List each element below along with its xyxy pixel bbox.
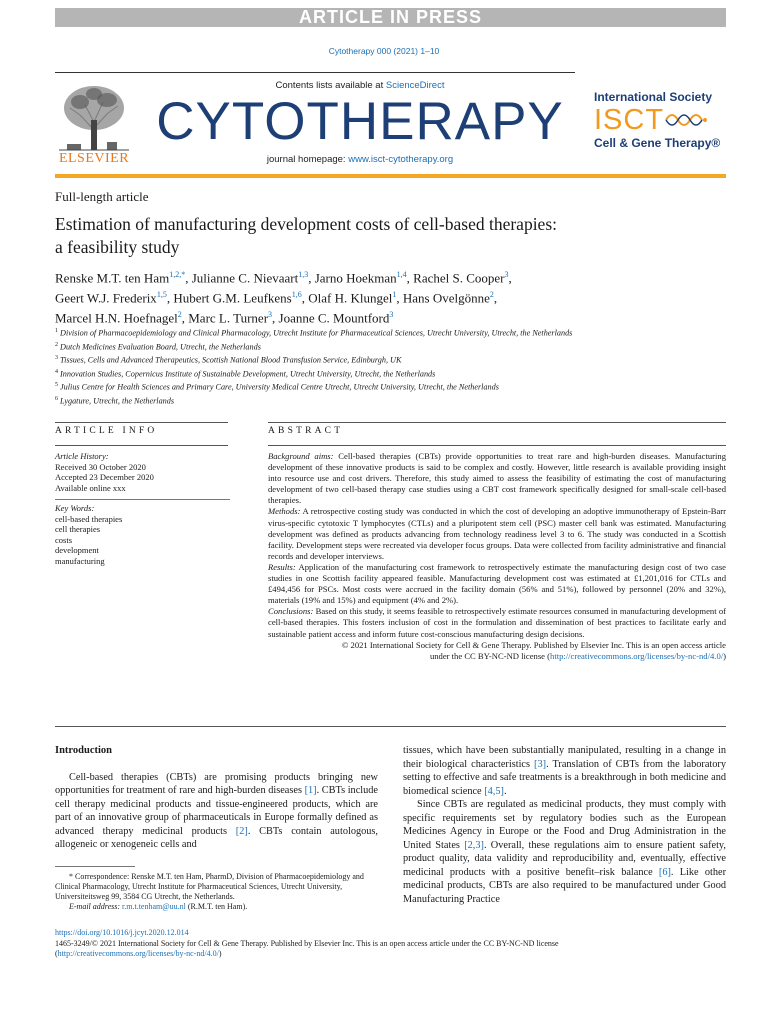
article-title [55,213,726,259]
citation-link[interactable]: [4,5] [484,785,504,797]
keyword-item: development [55,545,99,555]
body-text: tissues, which have been substantially manipulated, resulting in a change in their biological characteristics [403,745,726,770]
email-suffix: (R.M.T. ten Ham). [185,902,248,911]
affiliation-number: 6 [55,395,58,402]
author-separator: , [508,270,512,286]
info-divider [55,499,230,500]
author-separator: , [185,270,192,286]
footer-license-open: ( [55,949,58,958]
affiliation-text: Lygature, Utrecht, the Netherlands [60,396,175,406]
background-label: Background aims: [268,451,334,461]
affiliation-text: Tissues, Cells and Advanced Therapeutics, Scottish National Blood Transfusion Service, Edinburgh, UK [60,355,402,365]
header-rule [55,72,575,73]
affiliation-text: Innovation Studies, Copernicus Institute of Sustainable Development, Utrecht University, Utrecht, the Netherlands [60,369,436,379]
homepage-link[interactable]: www.isct-cytotherapy.org [348,154,454,165]
footnote-rule [55,866,135,867]
results-text: Application of the manufacturing cost framework to retrospectively estimate the manufacturing design cost of two case studies in one Scottish facility appeared feasible. Manufacturing development cost was estimated at £1,201,016 for CTLs and £494,456 for PSCs. Most costs were accrued in the facility domain (56% and 51%), followed by personnel (20% and 32%), materials (19% and 15%) and equipment (4% and 2%). [268,561,726,606]
body-text: . [503,785,507,797]
abstract-body [268,451,726,662]
abstract-end-rule [55,726,726,727]
citation-link[interactable]: [2,3] [464,839,484,851]
abstract-copyright: © 2021 International Society for Cell & Gene Therapy. Published by Elsevier Inc. This is an open access article [341,639,726,650]
intro-paragraph-1-continued [403,744,726,798]
author-separator: , [396,290,403,306]
article-info-heading: ARTICLE INFO [55,426,158,436]
abstract-conclusions [268,606,726,639]
author-name[interactable]: Julianne C. Nievaart [191,270,299,286]
author-affiliation-marker[interactable]: 1 [392,289,397,299]
affiliation-item [55,353,726,367]
footer-license-close: ) [218,949,222,958]
footer-license [55,949,726,960]
abstract-background [268,451,726,506]
author-affiliation-marker[interactable]: 2 [177,309,182,319]
footer-license-link[interactable]: http://creativecommons.org/licenses/by-nc-nd/4.0/ [57,949,219,958]
introduction-heading: Introduction [55,745,112,756]
body-text: Cell-based therapies (CBTs) are promising products bringing new opportunities for treatment of rare and high-burden diseases [55,771,378,796]
results-label: Results: [268,561,296,572]
keyword-item: cell-based therapies [55,513,123,524]
license-prefix: under the CC BY-NC-ND license ( [429,650,551,661]
affiliation-number: 5 [55,382,58,389]
author-name[interactable]: Jarno Hoekman [314,270,397,286]
email-link[interactable]: r.m.t.tenham@uu.nl [122,902,186,911]
body-right-column [403,744,726,906]
affiliation-item [55,380,726,394]
author-separator: , [308,270,315,286]
title-line-1: Estimation of manufacturing development costs of cell-based therapies: [55,214,557,234]
journal-citation[interactable]: Cytotherapy 000 (2021) 1–10 [328,46,440,56]
keyword-item: costs [55,534,72,545]
contents-line [140,80,580,91]
keywords-label: Key Words: [55,503,95,513]
license-suffix: ) [723,650,726,661]
body-left-column [55,744,378,852]
intro-paragraph-1 [55,771,378,852]
author-affiliation-marker[interactable]: 1,6 [291,289,302,299]
page-footer [55,928,726,960]
online-date: Available online xxx [55,482,126,493]
author-affiliation-marker[interactable]: 1,2,* [169,270,186,279]
affiliation-item [55,340,726,354]
correspondence-footnote [55,872,378,912]
journal-masthead: CYTOTHERAPY [156,92,564,151]
isct-tagline: Cell & Gene Therapy® [594,136,721,150]
article-info-panel [55,451,230,566]
author-name[interactable]: Hans Ovelgönne [402,290,490,306]
author-separator: , [166,290,174,306]
body-text: . Translation of CBTs from the laboratory setting to effective and safe treatments is a breakthrough in both medicine and biomedical science [403,758,726,797]
author-affiliation-marker[interactable]: 3 [504,270,509,279]
body-text: . CBTs include cell therapy medicinal products and tissue-engineered products, which are part of an innovative group of pharmaceuticals in Europe formally defined as advanced therapy medicinal products [55,785,378,837]
author-affiliation-marker[interactable]: 3 [268,309,273,319]
body-text: Since CBTs are regulated as medicinal products, they must comply with specific requirements set by regulatory bodies such as the European Medicines Agency in Europe or the Food and Drug Administration in the United States [403,799,726,851]
author-name[interactable]: Olaf H. Klungel [308,290,393,306]
abstract-subrule [268,445,726,446]
isct-acronym: ISCT [594,104,665,136]
keyword-item: cell therapies [55,524,101,534]
article-type: Full-length article [55,189,149,204]
author-name[interactable]: Geert W.J. Frederix [55,290,157,306]
received-date: Received 30 October 2020 [55,461,146,472]
article-info-subrule [55,445,228,446]
intro-paragraph-2 [403,798,726,906]
author-name[interactable]: Marc L. Turner [188,309,269,325]
correspondence-text: * Correspondence: Renske M.T. ten Ham, PharmD, Division of Pharmacoepidemiology and Clinical Pharmacology, Utrecht Institute for Pharmaceutical Sciences, Utrecht University, Universiteitsweg 99, 3584 CG Utrecht, the Netherlands. [55,872,364,901]
issn-copyright: 1465-3249/© 2021 International Society for Cell & Gene Therapy. Published by Elsevier Inc. This is an open access article under the CC BY-NC-ND license [55,938,559,948]
affiliation-number: 1 [55,328,58,334]
dna-helix-icon [664,110,708,130]
author-name[interactable]: Renske M.T. ten Ham [55,270,170,286]
citation-link[interactable]: [3] [534,758,547,770]
citation-link[interactable]: [1] [304,785,317,796]
author-separator: , [181,309,189,325]
abstract-results [268,562,726,606]
author-affiliation-marker[interactable]: 1,4 [396,270,407,279]
body-text: . Like other medicinal products, CBTs are also required to be manufactured under Good Manufacturing Practice [403,866,726,905]
email-line [55,902,378,912]
affiliation-item [55,367,726,381]
article-info-rule [55,422,228,423]
license-link[interactable]: http://creativecommons.org/licenses/by-nc-nd/4.0/ [550,650,724,661]
author-name[interactable]: Hubert G.M. Leufkens [173,290,292,306]
background-text: Cell-based therapies (CBTs) provide opportunities to treat rare and high-burden diseases. Manufacturing development of these innovative products is said to be complex and costly. However, little research is available providing insight into resource use and cost drivers. Therefore, this study aimed to assess the feasibility of estimating the cost of manufacturing development of two cell-based therapy case studies using a CBT cost framework specifically designed for small-scale cell-based therapies. [268,451,726,506]
affiliation-list [55,326,726,407]
author-name[interactable]: Rachel S. Cooper [413,270,505,286]
header-accent-bar [55,174,726,178]
elsevier-wordmark: ELSEVIER [58,151,130,166]
abstract-rule [268,422,726,423]
isct-logo [594,90,734,150]
affiliation-text: Dutch Medicines Evaluation Board, Utrecht, the Netherlands [60,342,261,352]
accepted-date: Accepted 23 December 2020 [55,472,154,482]
affiliation-number: 4 [55,368,58,375]
keyword-item: manufacturing [55,555,105,566]
citation-link[interactable]: [6] [658,866,671,878]
sciencedirect-link[interactable]: ScienceDirect [385,80,445,91]
affiliation-item [55,326,726,340]
author-list [55,267,726,326]
conclusions-text: Based on this study, it seems feasible to retrospectively estimate resources consumed in manufacturing development of cell-based therapies. This fosters inclusion of cost in the formulation and dissemination of best practices to facilitate early and sustainable patient access and inform future cost-conscious manufacturing design decisions. [268,606,726,639]
affiliation-text: Division of Pharmacoepidemiology and Clinical Pharmacology, Utrecht Institute for Pharmaceutical Sciences, Utrecht University, Utrecht, the Netherlands [60,328,573,338]
contents-prefix: Contents lists available at [275,80,386,91]
article-in-press-banner: ARTICLE IN PRESS [55,8,726,27]
author-affiliation-marker[interactable]: 1,5 [156,289,167,299]
keywords-list [55,514,230,567]
author-separator: , [406,270,414,286]
methods-text: A retrospective costing study was conducted in which the cost of developing an adoptive immunotherapy of Epstein-Barr virus-specific cytotoxic T lymphocytes (CTLs) and a pluripotent stem cell (PSC) master cell bank was estimated. Manufacturing development was defined as products advancing from technology readiness level 3 to 6. The study was conducted in a Scottish facility. Development steps were recreated via developer focus groups. Data were collected from facility administrative and financial records and developer interviews. [268,506,726,561]
author-affiliation-marker[interactable]: 2 [489,289,494,299]
affiliation-number: 2 [55,341,58,348]
body-text: . CBTs contain autologous, allogeneic or xenogeneic cells and [55,825,379,850]
author-name[interactable]: Marcel H.N. Hoefnagel [55,309,178,325]
methods-label: Methods: [268,506,301,517]
affiliation-text: Julius Centre for Health Sciences and Primary Care, University Medical Centre Utrecht, Utrecht University, Utrecht, the Netherlands [60,382,499,392]
author-separator: , [301,290,309,306]
abstract-license [268,651,726,662]
body-text: . Overall, these regulations aim to ensure patient safety, product quality, data validity and reproducibility and, eventually, effective medicinal products with a positive benefit–risk balance [403,839,726,878]
isct-society-line: International Society [594,90,713,104]
history-label: Article History: [55,451,109,461]
citation-link[interactable]: [2] [235,825,248,837]
title-line-2: a feasibility study [55,237,180,257]
affiliation-item [55,394,726,408]
homepage-prefix: journal homepage: [266,154,349,165]
affiliation-number: 3 [55,355,58,362]
conclusions-label: Conclusions: [268,606,314,617]
isct-acronym-row [594,104,734,136]
doi-link[interactable]: https://doi.org/10.1016/j.jcyt.2020.12.014 [55,928,189,937]
email-label: E-mail address: [69,902,121,911]
author-affiliation-marker[interactable]: 3 [389,309,394,319]
abstract-heading: ABSTRACT [268,426,344,436]
abstract-methods [268,506,726,561]
journal-homepage-line [140,154,580,165]
author-separator: , [493,290,498,306]
author-name[interactable]: Joanne C. Mountford [278,309,390,325]
author-separator: , [272,309,279,325]
author-affiliation-marker[interactable]: 1,3 [298,270,309,279]
